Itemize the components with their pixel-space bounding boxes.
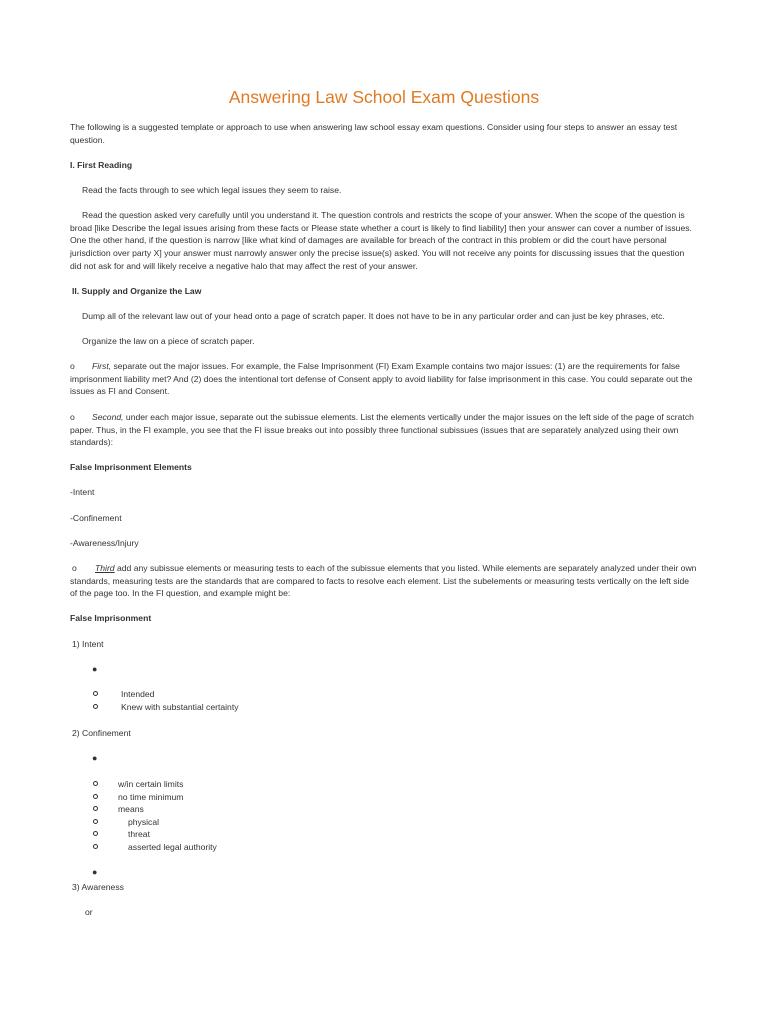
- step-marker-third: o: [72, 563, 77, 573]
- means-item-physical: physical: [128, 817, 160, 827]
- step-first-paragraph: [70, 360, 698, 398]
- hollow-bullet-icon: [93, 819, 98, 824]
- fi-elements-heading: False Imprisonment Elements: [70, 462, 192, 472]
- section-1-paragraph-2: Read the question asked very carefully until you understand it. The question controls and restricts the scope of your answer. When the scope of the question is broad [like Describe the legal issues arising from these facts or Please state whether a court is likely to find liability] then your answer can cover a number of issues. One the other hand, if the question is narrow [like what kind of damages are available for breach of the contract in this problem or did the court have personal jurisdiction over party X] your answer must narrowly answer only the precise issue(s) asked. You will not receive any points for discussing issues that the question did not ask for and will likely receive a negative halo that may affect the rest of your answer.: [70, 210, 692, 271]
- step-marker-second: o: [70, 412, 75, 422]
- means-item-threat: threat: [128, 829, 150, 839]
- step-first-word: First,: [92, 361, 112, 371]
- confinement-item-time: no time minimum: [118, 792, 184, 802]
- step-second-word: Second,: [92, 412, 124, 422]
- element-intent: -Intent: [70, 487, 95, 497]
- hollow-bullet-icon: [93, 704, 98, 709]
- hollow-bullet-icon: [93, 794, 98, 799]
- hollow-bullet-icon: [93, 806, 98, 811]
- confinement-label: 2) Confinement: [72, 728, 131, 738]
- section-1-paragraph-1: Read the facts through to see which legal issues they seem to raise.: [82, 185, 342, 195]
- step-marker-first: o: [70, 361, 75, 371]
- filled-bullet-icon: ●: [92, 664, 98, 674]
- intent-item-knew: Knew with substantial certainty: [121, 702, 239, 712]
- section-2-paragraph-1: Dump all of the relevant law out of your head onto a page of scratch paper. It does not have to be in any particular order and can just be key phrases, etc.: [82, 311, 665, 321]
- confinement-item-limits: w/in certain limits: [118, 779, 184, 789]
- document-title: Answering Law School Exam Questions: [228, 87, 540, 107]
- section-2-heading: II. Supply and Organize the Law: [72, 286, 202, 296]
- hollow-bullet-icon: [93, 781, 98, 786]
- hollow-bullet-icon: [93, 691, 98, 696]
- step-second-text: under each major issue, separate out the subissue elements. List the elements vertically under the major issues on the left side of the page of scratch paper. Thus, in the FI example, you see that the FI issue breaks out into possibly three functional subissues (issues that are separately analyzed using their own standards):: [70, 412, 694, 448]
- intent-label: 1) Intent: [72, 639, 104, 649]
- step-third-paragraph: [70, 562, 698, 600]
- step-second-paragraph: [70, 411, 698, 449]
- confinement-item-means: means: [118, 804, 144, 814]
- filled-bullet-icon: ●: [92, 753, 98, 763]
- fi-heading: False Imprisonment: [70, 613, 152, 623]
- awareness-label: 3) Awareness: [72, 882, 124, 892]
- element-awareness: -Awareness/Injury: [70, 538, 139, 548]
- element-confinement: -Confinement: [70, 513, 122, 523]
- means-item-authority: asserted legal authority: [128, 842, 217, 852]
- or-label: or: [85, 907, 93, 917]
- hollow-bullet-icon: [93, 844, 98, 849]
- section-1-heading: I. First Reading: [70, 160, 133, 170]
- step-third-word: Third: [95, 563, 115, 573]
- intent-item-intended: Intended: [121, 689, 155, 699]
- step-first-text: separate out the major issues. For example, the False Imprisonment (FI) Exam Example contains two major issues: (1) are the requirements for false imprisonment liability met? And (2) does the intentional tort defense of Consent apply to avoid liability for false imprisonment in this case. You could separate out the issues as FI and Consent.: [70, 361, 693, 397]
- intro-paragraph: The following is a suggested template or approach to use when answering law school essay exam questions. Consider using four steps to answer an essay test question.: [70, 122, 678, 145]
- filled-bullet-icon: ●: [92, 867, 98, 877]
- hollow-bullet-icon: [93, 831, 98, 836]
- step-third-text: add any subissue elements or measuring tests to each of the subissue elements that you listed. While elements are separately analyzed under their own standards, measuring tests are the standards that are compared to facts to resolve each element. List the subelements or measuring tests vertically on the left side of the page too. In the FI question, and example might be:: [70, 563, 697, 599]
- section-2-paragraph-2: Organize the law on a piece of scratch paper.: [82, 336, 255, 346]
